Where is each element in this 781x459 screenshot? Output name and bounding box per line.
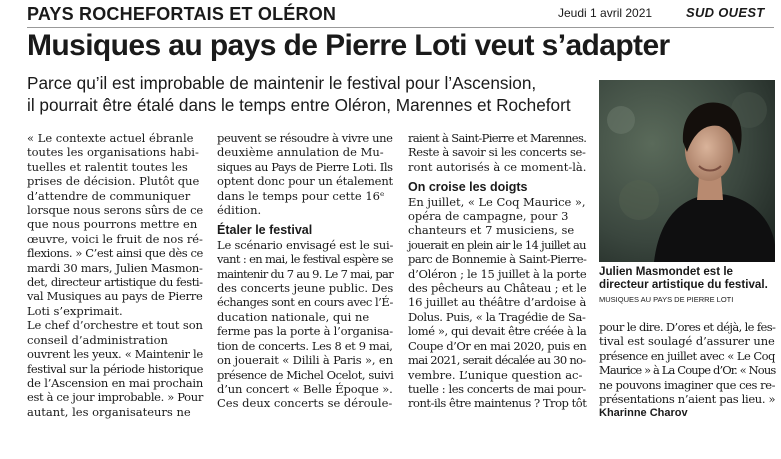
text-line: vant : en mai, le festival espère se bbox=[217, 252, 393, 267]
text-line: Le chef d’orchestre et tout son bbox=[27, 318, 203, 333]
text-line: œuvre, voici le fruit de nos ré- bbox=[27, 231, 203, 246]
text-line: des concerts jeune public. Des bbox=[217, 281, 394, 296]
text-line: présence de Michel Ocelot, suivi bbox=[217, 367, 394, 382]
text-line: pour le dire. D’ores et déjà, le fes- bbox=[599, 320, 776, 334]
text-line: raient à Saint-Pierre et Marennes. bbox=[408, 131, 587, 145]
text-line: jouerait en plein air le 14 juillet au bbox=[408, 237, 586, 252]
text-line: toutes les organisations habi- bbox=[27, 145, 199, 160]
deck-line: il pourrait être étalé dans le temps entre Oléron, Marennes et Rochefort bbox=[27, 95, 571, 115]
text-line: Le scénario envisagé est le sui- bbox=[217, 237, 394, 252]
text-line: « Le contexte actuel ébranle bbox=[27, 131, 194, 145]
header-rule bbox=[27, 27, 774, 28]
text-line: Coupe d’Or en mai 2020, puis en bbox=[408, 338, 587, 353]
portrait-photo bbox=[599, 80, 775, 262]
text-line: autant, les organisateurs ne bbox=[27, 404, 191, 419]
text-line: peuvent se résoudre à vivre une bbox=[217, 131, 393, 145]
text-line: échanges sont en cours avec l’É- bbox=[217, 295, 393, 310]
text-line: optent donc pour un étalement bbox=[217, 174, 394, 189]
text-line: tuelles et ralentit toutes les bbox=[27, 159, 188, 174]
text-line: lorsque nous serons sûrs de ce bbox=[27, 203, 204, 218]
text-line: tuelle : les concerts de mai pour- bbox=[408, 381, 586, 396]
text-line: tion de concerts. Les 8 et 9 mai, bbox=[217, 338, 393, 353]
article-column-3 bbox=[408, 131, 586, 411]
text-line: de l’Ascension en mai prochain bbox=[27, 375, 204, 390]
text-line: val Musiques au pays de Pierre bbox=[27, 289, 203, 304]
publication-date: Jeudi 1 avril 2021 bbox=[558, 6, 653, 20]
text-line: tival est soulagé d’assurer une bbox=[599, 334, 775, 349]
text-line: Reste à savoir si les concerts se- bbox=[408, 145, 586, 160]
text-line: Maurice » à La Coupe d’Or. « Nous bbox=[599, 363, 776, 378]
text-line: ferme pas la porte à l’organisa- bbox=[217, 324, 393, 339]
section-header: PAYS ROCHEFORTAIS ET OLÉRON bbox=[27, 4, 337, 24]
text-line: festival sur la période historique bbox=[27, 361, 203, 376]
article-deck bbox=[27, 72, 571, 116]
subheading-croise: On croise les doigts bbox=[408, 180, 528, 195]
text-line: parc de Bonnemie à Saint-Pierre- bbox=[408, 252, 587, 267]
text-line: que nous pourrons mettre en bbox=[27, 217, 198, 232]
text-line: présence en juillet avec « Le Coq bbox=[599, 348, 775, 363]
text-line: ront-ils être maintenus ? Trop tôt bbox=[408, 396, 587, 411]
text-line: vembre. L’unique question ac- bbox=[408, 367, 583, 382]
photo-caption bbox=[599, 265, 777, 306]
deck-line: Parce qu’il est improbable de maintenir le festival pour l’Ascension, bbox=[27, 73, 537, 93]
text-line: siques au Pays de Pierre Loti. Ils bbox=[217, 159, 393, 174]
text-line: on jouerait « Dilili à Paris », en bbox=[217, 353, 393, 368]
text-line: chanteurs et 7 musiciens, se bbox=[408, 223, 575, 238]
text-line: ouvrent les yeux. « Maintenir le bbox=[27, 347, 203, 362]
text-line: opéra de campagne, pour 3 bbox=[408, 209, 569, 224]
text-line: ront autorisés à ce moment-là. bbox=[408, 159, 587, 174]
text-line: maintenir du 7 au 9. Le 7 mai, par bbox=[217, 266, 393, 281]
text-line: mai 2021, serait décalée au 30 no- bbox=[408, 353, 586, 368]
text-line: ducation nationale, qui ne bbox=[217, 309, 370, 324]
text-line: Ces deux concerts se déroule- bbox=[217, 396, 393, 411]
text-line: Loti s’exprimait. bbox=[27, 303, 123, 318]
text-line: dans le temps pour cette 16ᵉ bbox=[217, 188, 385, 203]
photo-credit: MUSIQUES AU PAYS DE PIERRE LOTI bbox=[599, 294, 734, 304]
caption-text: Julien Masmondet est le directeur artistique du festival. bbox=[599, 265, 768, 292]
text-line: det, directeur artistique du festi- bbox=[27, 275, 203, 290]
text-line: flexions. » C’est ainsi que dès ce bbox=[27, 246, 203, 261]
article-column-1 bbox=[27, 131, 203, 419]
text-line: 16 juillet au théâtre d’ardoise à bbox=[408, 295, 587, 310]
text-line: ne pouvons imaginer que ces re- bbox=[599, 377, 776, 392]
text-line: deuxième annulation de Mu- bbox=[217, 145, 384, 160]
text-line: des pêcheurs au Château ; et le bbox=[408, 281, 587, 296]
text-line: est à ce jour improbable. » Pour bbox=[27, 390, 203, 405]
text-line: d’attendre de communiquer bbox=[27, 188, 191, 203]
article-author: Kharinne Charov bbox=[599, 407, 688, 420]
newspaper-brand: SUD OUEST bbox=[686, 5, 765, 20]
text-line: présentations n’aient pas lieu. » bbox=[599, 392, 776, 407]
article-title: Musiques au pays de Pierre Loti veut s’adapter bbox=[27, 29, 670, 62]
text-line: d’un concert « Belle Époque ». bbox=[217, 381, 393, 396]
text-line: édition. bbox=[217, 203, 262, 218]
text-line: mardi 30 mars, Julien Masmon- bbox=[27, 260, 203, 275]
article-column-4 bbox=[599, 320, 775, 421]
text-line: prises de décision. Plutôt que bbox=[27, 174, 200, 189]
text-line: conseil d’administration bbox=[27, 332, 168, 347]
text-line: lomé », qui devait être créée à la bbox=[408, 324, 587, 339]
text-line: En juillet, « Le Coq Maurice », bbox=[408, 194, 586, 209]
text-line: Dolus. Puis, « la Tragédie de Sa- bbox=[408, 309, 586, 324]
subheading-etaler: Étaler le festival bbox=[217, 223, 313, 238]
text-line: d’Oléron ; le 15 juillet à la porte bbox=[408, 266, 587, 281]
article-column-2 bbox=[217, 131, 393, 411]
